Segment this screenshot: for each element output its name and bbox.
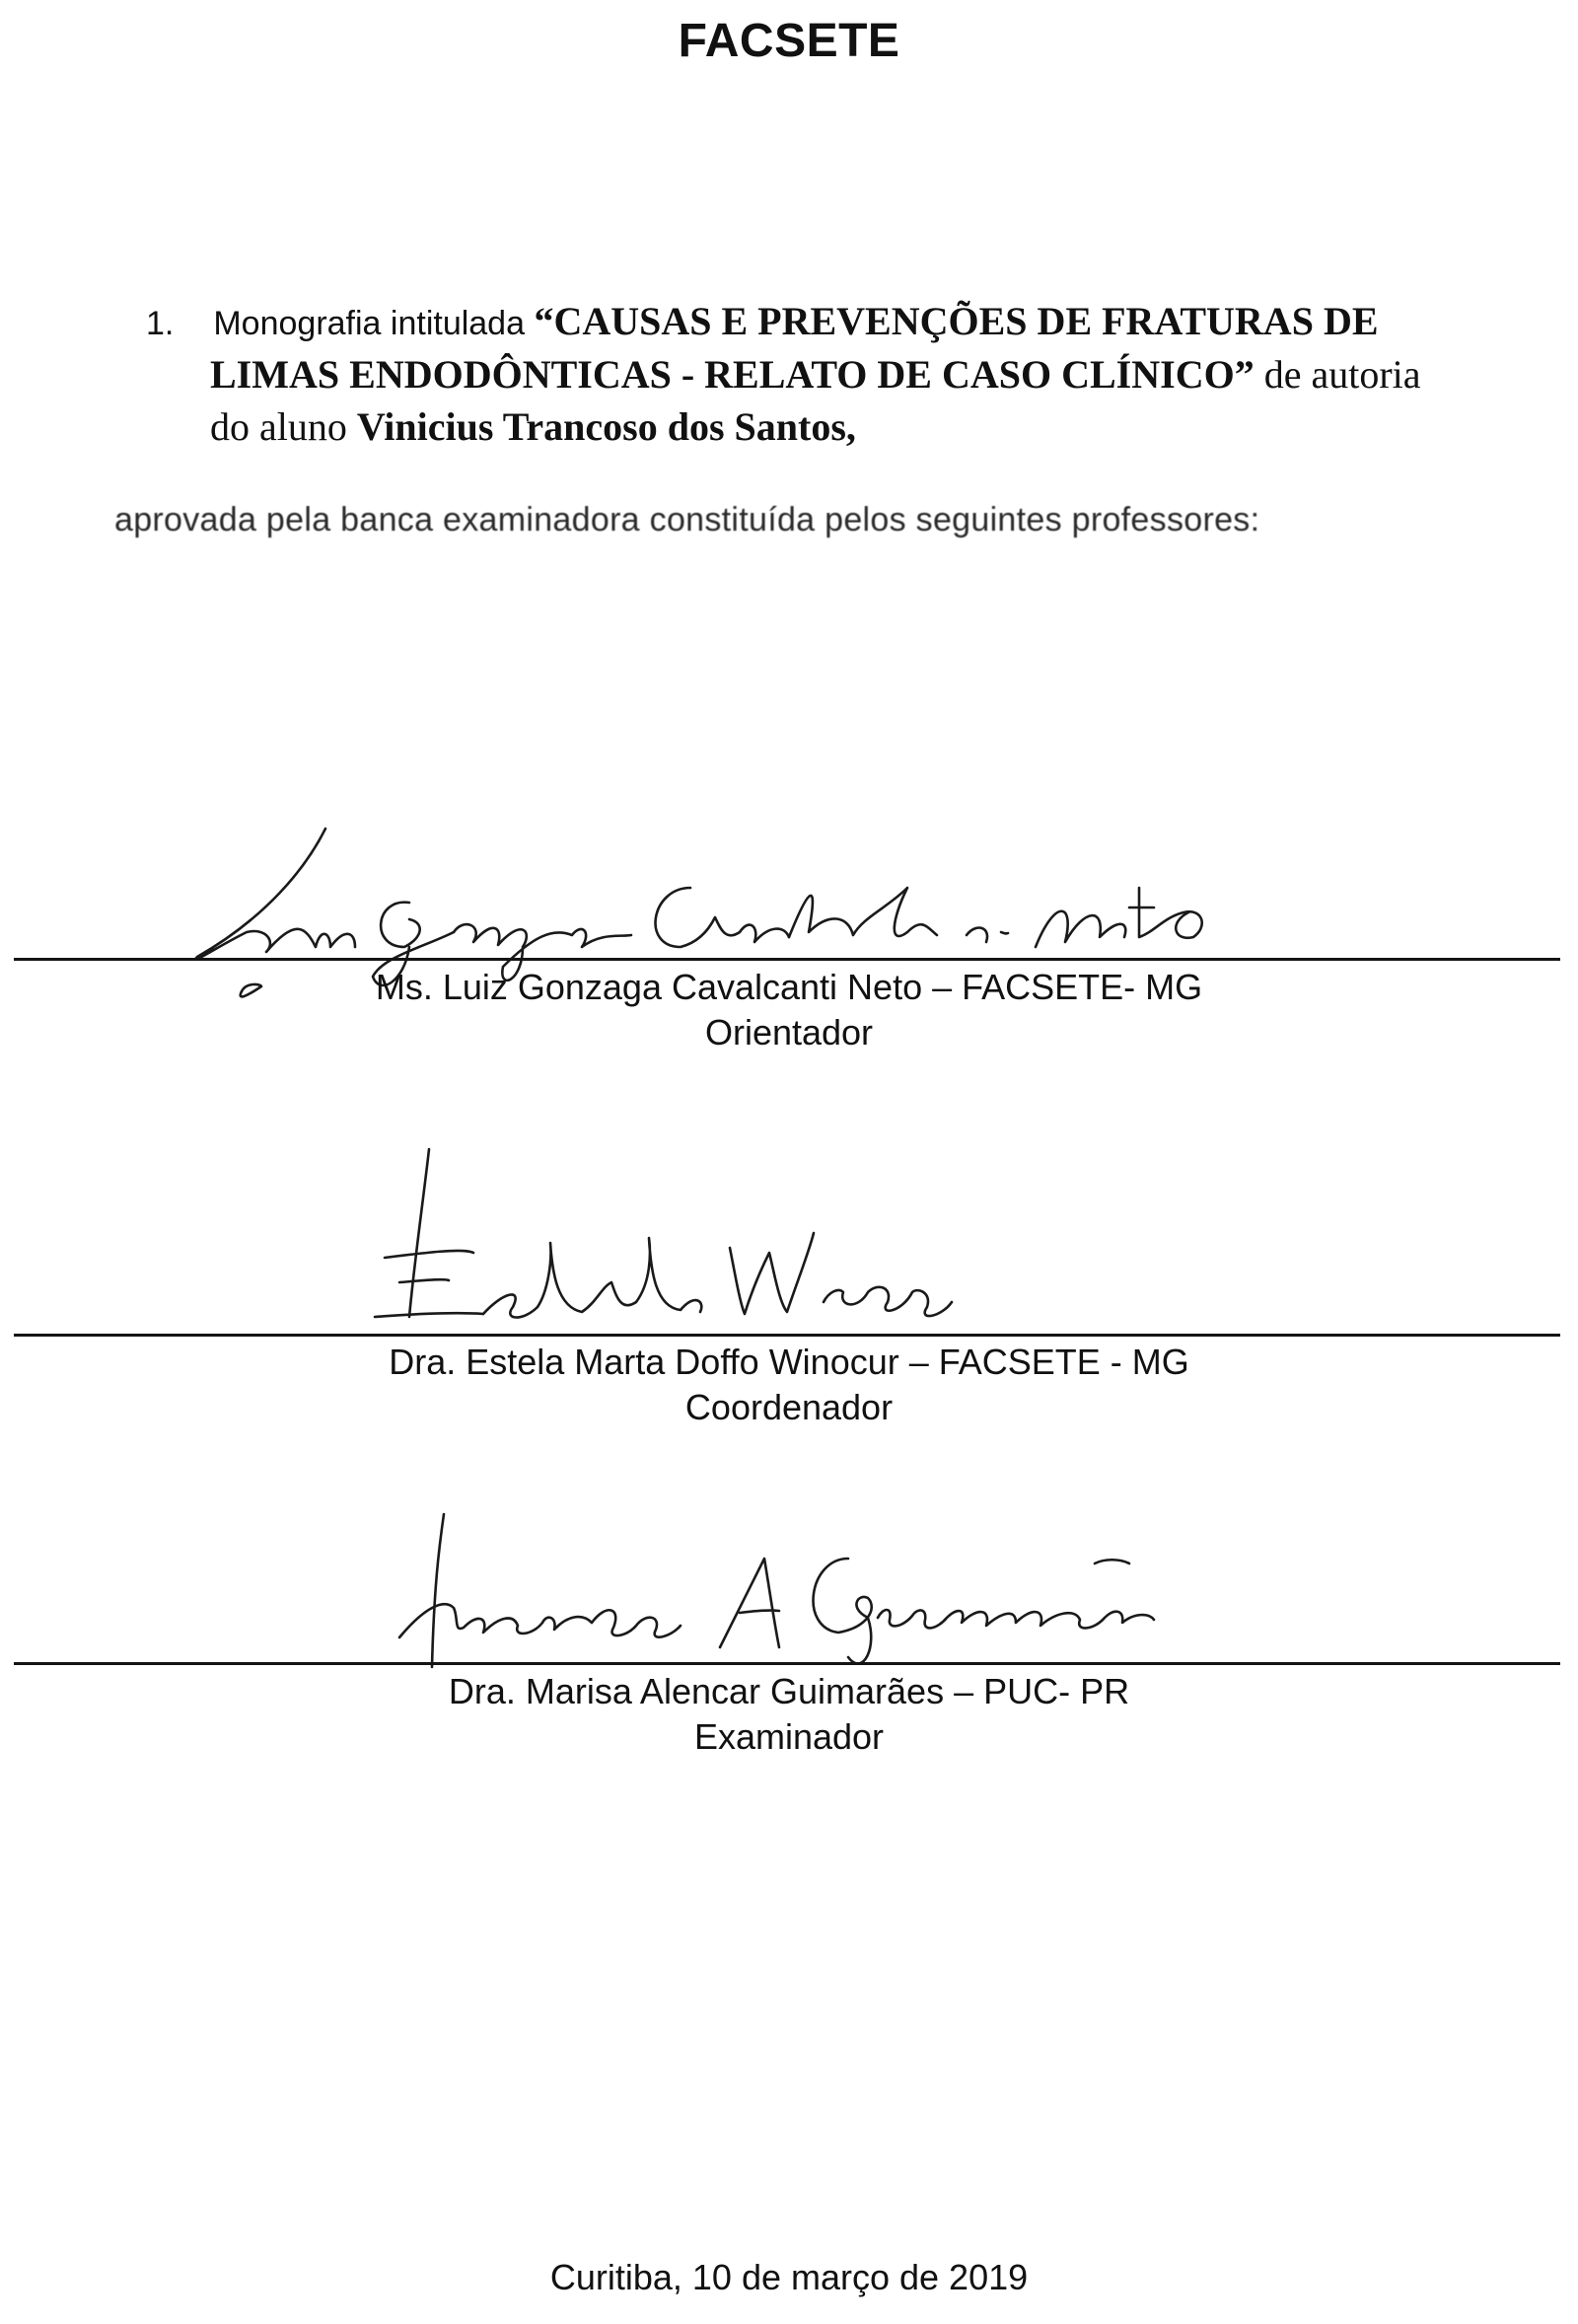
signature-line-examinador — [14, 1662, 1560, 1665]
signatory-role-coordenador: Coordenador — [684, 1387, 894, 1427]
title-close-quote: ” — [1234, 352, 1255, 397]
signatory-role-orientador: Orientador — [704, 1012, 874, 1053]
student-row — [146, 401, 1546, 454]
approval-statement — [146, 296, 1546, 454]
item-number: 1. — [146, 305, 175, 342]
title-line2-row — [146, 349, 1546, 401]
committee-statement: aprovada pela banca examinadora constituída pelos seguintes professores: — [114, 501, 1260, 539]
signature-line-orientador — [14, 958, 1560, 961]
signature-examinador — [385, 1509, 1253, 1687]
place-date: Curitiba, 10 de março de 2019 — [549, 2257, 1029, 2297]
monograph-title-line2: LIMAS ENDODÔNTICAS - RELATO DE CASO CLÍNICO — [210, 352, 1235, 397]
signatory-name-orientador: Ms. Luiz Gonzaga Cavalcanti Neto – FACSETE- MG — [375, 967, 1203, 1007]
institution-header: FACSETE — [678, 15, 900, 67]
signatory-name-coordenador: Dra. Estela Marta Doffo Winocur – FACSETE - MG — [389, 1342, 1189, 1382]
authorship-text: de autoria — [1254, 352, 1421, 397]
signatory-role-examinador: Examinador — [693, 1716, 885, 1757]
intro-text: Monografia intitulada — [213, 305, 535, 342]
signature-coordenador — [325, 1144, 957, 1342]
student-prefix: do aluno — [210, 404, 357, 449]
student-name: Vinicius Trancoso dos Santos, — [356, 404, 856, 449]
signature-line-coordenador — [14, 1334, 1560, 1337]
monograph-title-line1: CAUSAS E PREVENÇÕES DE FRATURAS DE — [553, 299, 1379, 343]
title-open-quote: “ — [534, 299, 554, 343]
signatory-name-examinador: Dra. Marisa Alencar Guimarães – PUC- PR — [448, 1671, 1130, 1711]
